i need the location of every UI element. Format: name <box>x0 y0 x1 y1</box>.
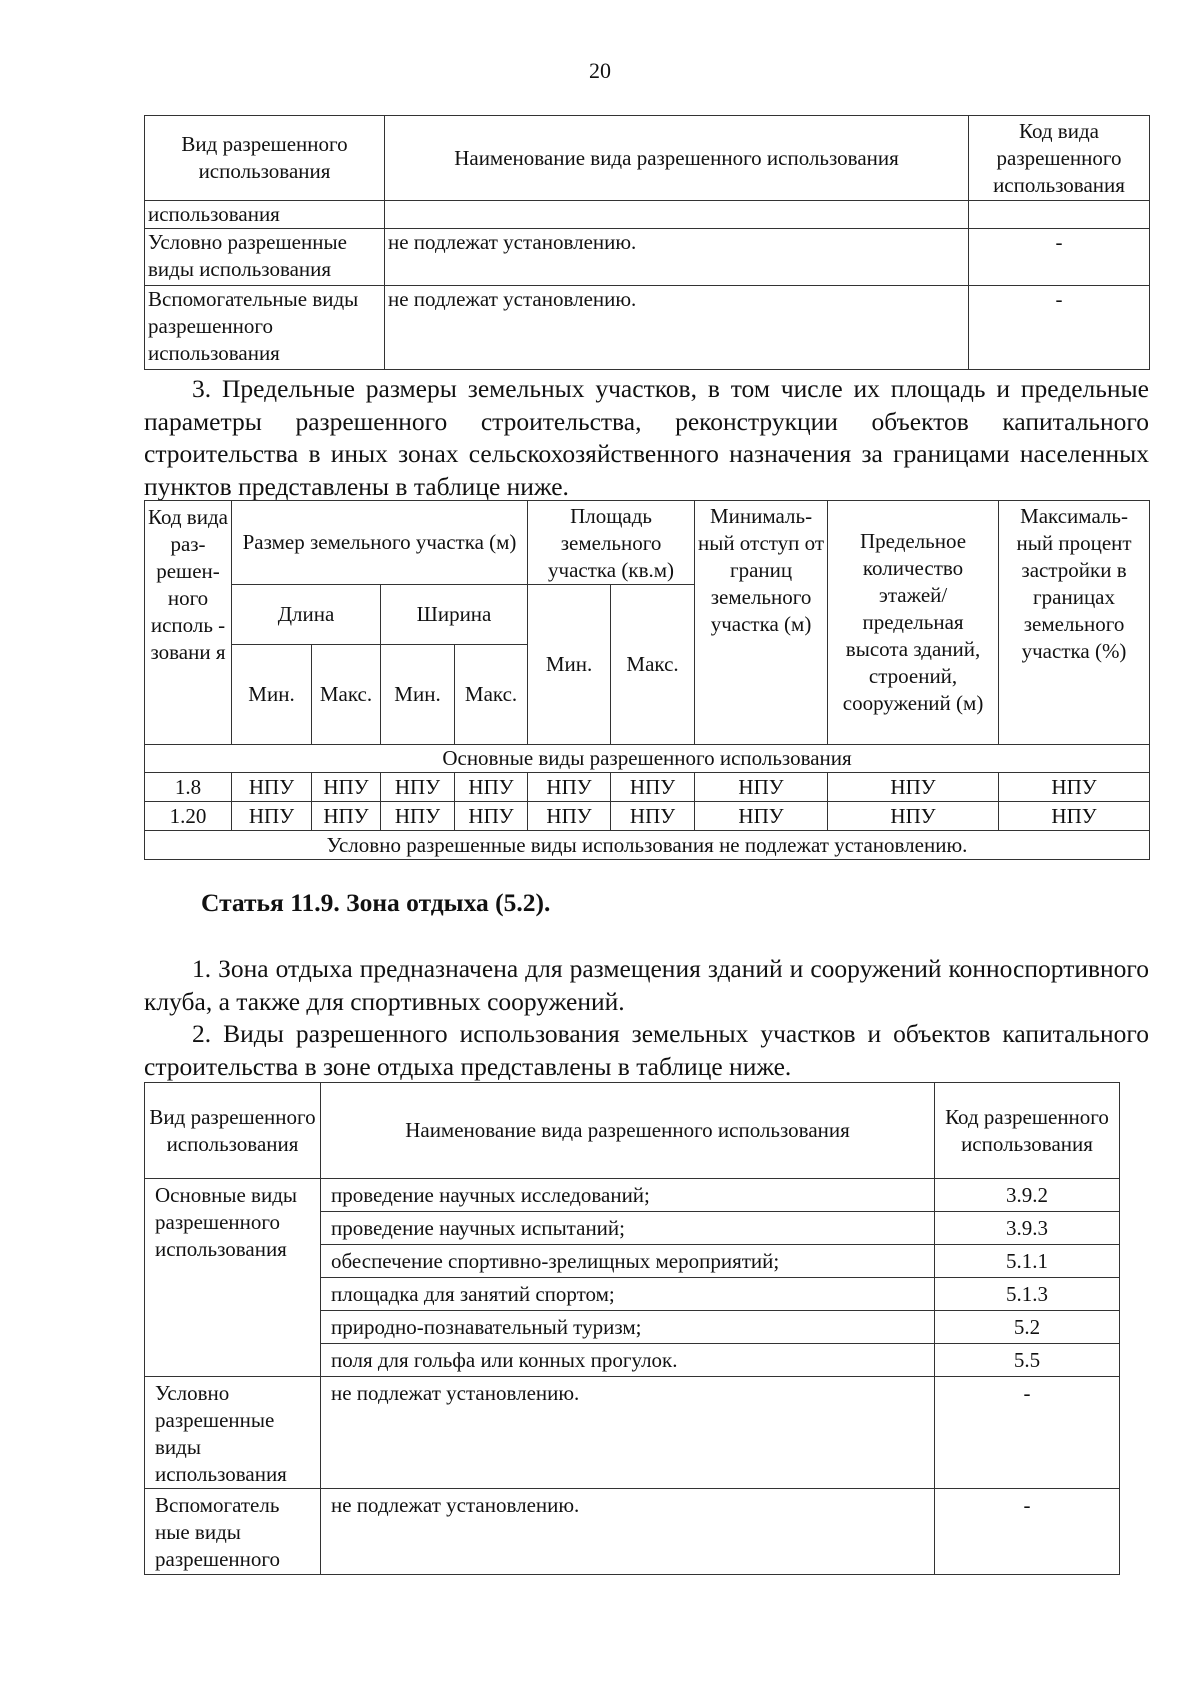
value-cell: НПУ <box>381 802 455 831</box>
use-name-cell: проведение научных испытаний; <box>321 1212 935 1245</box>
recreation-zone-table <box>144 1082 1120 1575</box>
article-paragraph-1: 1. Зона отдыха предназначена для размещения зданий и сооружений конноспортивного клуба, а также для спортивных сооружений. <box>144 954 1149 1016</box>
section-row <box>145 745 1150 773</box>
section-main-uses: Основные виды разрешенного использования <box>145 745 1150 773</box>
use-code-cell: 5.1.1 <box>935 1245 1120 1278</box>
main-uses-type: Основные виды разрешенного использования <box>145 1179 321 1377</box>
table-row <box>145 773 1150 802</box>
header-use-type: Вид разрешенного использования <box>145 1083 321 1179</box>
use-name-cell: природно-познавательный туризм; <box>321 1311 935 1344</box>
value-cell: НПУ <box>695 802 828 831</box>
table-row <box>145 802 1150 831</box>
value-cell: НПУ <box>528 802 611 831</box>
use-code-cell: - <box>969 286 1150 370</box>
value-cell: НПУ <box>232 773 312 802</box>
conditional-uses-note: Условно разрешенные виды использования не подлежат установлению. <box>145 831 1150 860</box>
header-area: Площадь земельного участка (кв.м) <box>528 501 695 585</box>
header-area-min: Мин. <box>528 585 611 745</box>
limits-header-row <box>145 501 1150 585</box>
value-cell: НПУ <box>528 773 611 802</box>
value-cell: НПУ <box>828 802 999 831</box>
header-length-max: Макс. <box>312 645 381 745</box>
use-type-cell: использования <box>145 201 385 229</box>
table-row <box>145 201 1150 229</box>
header-floors: Предельное количество этажей/ предельная высота зданий, строений, сооружений (м) <box>828 501 999 745</box>
use-code-cell: - <box>935 1377 1120 1489</box>
header-percent: Максималь- ный процент застройки в границах земельного участка (%) <box>999 501 1150 745</box>
use-code-cell: 3.9.2 <box>935 1179 1120 1212</box>
section-row <box>145 831 1150 860</box>
use-code-cell: 5.1.3 <box>935 1278 1120 1311</box>
conditional-uses-type: Условно разрешенные виды использования <box>145 1377 321 1489</box>
article-paragraph-2: 2. Виды разрешенного использования земельных участков и объектов капитального строительства в зоне отдыха представлены в таблице ниже. <box>144 1019 1149 1081</box>
use-name-cell: не подлежат установлению. <box>321 1489 935 1575</box>
use-name-cell: не подлежат установлению. <box>385 229 969 286</box>
header-width-max: Макс. <box>455 645 528 745</box>
use-code-cell: 5.5 <box>935 1344 1120 1377</box>
row-code: 1.20 <box>145 802 232 831</box>
use-name-cell: площадка для занятий спортом; <box>321 1278 935 1311</box>
value-cell: НПУ <box>999 802 1150 831</box>
permitted-use-table-continued <box>144 115 1150 370</box>
use-name-cell: проведение научных исследований; <box>321 1179 935 1212</box>
table-header-row <box>145 1083 1120 1179</box>
table-row <box>145 1489 1120 1575</box>
use-type-cell: Вспомогательные виды разрешенного использования <box>145 286 385 370</box>
use-code-cell: - <box>935 1489 1120 1575</box>
header-use-type: Вид разрешенного использования <box>145 116 385 201</box>
use-type-cell: Условно разрешенные виды использования <box>145 229 385 286</box>
value-cell: НПУ <box>611 773 695 802</box>
header-width: Ширина <box>381 585 528 645</box>
value-cell: НПУ <box>312 773 381 802</box>
header-length: Длина <box>232 585 381 645</box>
header-use-code: Код разрешенного использования <box>935 1083 1120 1179</box>
value-cell: НПУ <box>455 802 528 831</box>
use-name-cell <box>385 201 969 229</box>
header-code: Код вида раз- решен- ного исполь - зовани я <box>145 501 232 745</box>
use-name-cell: не подлежат установлению. <box>321 1377 935 1489</box>
paragraph-3-text: 3. Предельные размеры земельных участков, в том числе их площадь и предельные параметры разрешенного строительства, реконструкции объектов капитального строительства в иных зонах сельскохозяйственного назначения за границами населенных пунктов представлены в таблице ниже. <box>144 374 1149 501</box>
header-use-code: Код вида разрешенного использования <box>969 116 1150 201</box>
row-code: 1.8 <box>145 773 232 802</box>
table-row <box>145 286 1150 370</box>
value-cell: НПУ <box>381 773 455 802</box>
table-row <box>145 1377 1120 1489</box>
table-header-row <box>145 116 1150 201</box>
use-code-cell: - <box>969 229 1150 286</box>
use-name-cell: поля для гольфа или конных прогулок. <box>321 1344 935 1377</box>
use-code-cell <box>969 201 1150 229</box>
header-plot-size: Размер земельного участка (м) <box>232 501 528 585</box>
article-paragraphs <box>144 953 1149 1083</box>
header-area-max: Макс. <box>611 585 695 745</box>
value-cell: НПУ <box>999 773 1150 802</box>
article-heading: Статья 11.9. Зона отдыха (5.2). <box>201 888 551 917</box>
header-setback: Минималь- ный отступ от границ земельного участка (м) <box>695 501 828 745</box>
header-use-name: Наименование вида разрешенного использования <box>385 116 969 201</box>
use-name-cell: обеспечение спортивно-зрелищных мероприятий; <box>321 1245 935 1278</box>
auxiliary-uses-type: Вспомогатель ные виды разрешенного <box>145 1489 321 1575</box>
use-code-cell: 5.2 <box>935 1311 1120 1344</box>
page-number: 20 <box>589 58 611 83</box>
paragraph-3 <box>144 373 1149 503</box>
value-cell: НПУ <box>455 773 528 802</box>
table-row <box>145 1179 1120 1212</box>
use-code-cell: 3.9.3 <box>935 1212 1120 1245</box>
value-cell: НПУ <box>695 773 828 802</box>
value-cell: НПУ <box>312 802 381 831</box>
use-name-cell: не подлежат установлению. <box>385 286 969 370</box>
header-use-name: Наименование вида разрешенного использования <box>321 1083 935 1179</box>
value-cell: НПУ <box>232 802 312 831</box>
value-cell: НПУ <box>611 802 695 831</box>
limits-table <box>144 500 1150 860</box>
table-row <box>145 229 1150 286</box>
header-width-min: Мин. <box>381 645 455 745</box>
header-length-min: Мин. <box>232 645 312 745</box>
value-cell: НПУ <box>828 773 999 802</box>
